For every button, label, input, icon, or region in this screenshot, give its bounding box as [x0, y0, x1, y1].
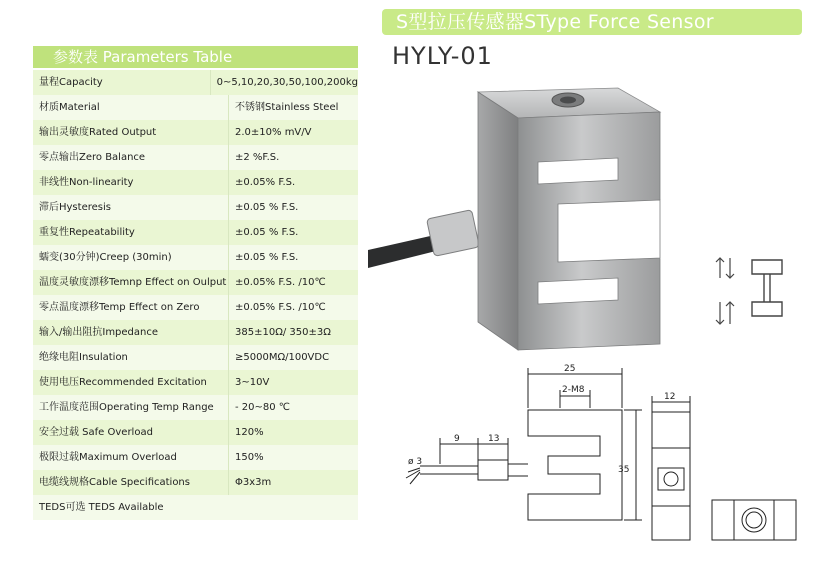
cable-gland-shape: [427, 210, 480, 257]
row-value: ±0.05% F.S. /10℃: [235, 277, 326, 288]
row-label: 非线性Non-linearity: [33, 170, 229, 195]
table-row: [33, 420, 358, 445]
dim-width: 25: [564, 364, 576, 374]
row-value: - 20~80 ℃: [235, 402, 291, 413]
parameters-table: [33, 46, 358, 520]
row-value: 2.0±10% mV/V: [235, 127, 312, 138]
table-row: [33, 195, 358, 220]
row-value: 120%: [235, 427, 264, 438]
row-label: TEDS可选 TEDS Available: [39, 502, 164, 513]
table-row: [33, 320, 358, 345]
row-value: 不锈钢Stainless Steel: [235, 102, 339, 113]
dimension-drawing: [380, 360, 640, 560]
row-value: ≥5000MΩ/100VDC: [235, 352, 330, 363]
row-label: 电缆线规格Cable Specifications: [33, 470, 229, 495]
row-value: ±0.05 % F.S.: [235, 227, 299, 238]
row-label: 蠕变(30分钟)Creep (30min): [33, 245, 229, 270]
row-label: 输出灵敏度Rated Output: [33, 120, 229, 145]
row-value: 0~5,10,20,30,50,100,200kg: [216, 77, 358, 88]
table-row: [33, 120, 358, 145]
row-label: 量程Capacity: [33, 70, 211, 95]
row-label: 零点温度漂移Temp Effect on Zero: [33, 295, 229, 320]
table-row: [33, 495, 358, 520]
table-row: [33, 95, 358, 120]
row-label: 温度灵敏度漂移Temnp Effect on Oulput: [33, 270, 229, 295]
row-value: 3~10V: [235, 377, 270, 388]
row-value: 385±10Ω/ 350±3Ω: [235, 327, 331, 338]
side-view-drawing: [640, 390, 710, 550]
table-row: [33, 470, 358, 495]
row-label: 重复性Repeatability: [33, 220, 229, 245]
dim-depth: 12: [664, 392, 676, 402]
table-rows: [33, 70, 358, 520]
dim-height: 35: [618, 465, 630, 475]
table-row: [33, 245, 358, 270]
product-title: S型拉压传感器SType Force Sensor: [382, 9, 802, 35]
sensor-photo: [368, 72, 668, 357]
tension-compression-icon: [712, 252, 802, 332]
row-value: ±0.05 % F.S.: [235, 252, 299, 263]
table-row: [33, 220, 358, 245]
table-row: [33, 445, 358, 470]
row-label: 输入/输出阻抗Impedance: [33, 320, 229, 345]
row-value: Φ3x3m: [235, 477, 272, 488]
row-label: 安全过载 Safe Overload: [33, 420, 229, 445]
table-row: [33, 395, 358, 420]
top-view-drawing: [708, 490, 808, 550]
row-label: 绝缘电阻Insulation: [33, 345, 229, 370]
row-label: 极限过载Maximum Overload: [33, 445, 229, 470]
dim-gland: 13: [488, 434, 500, 444]
table-row: [33, 345, 358, 370]
row-label: 零点输出Zero Balance: [33, 145, 229, 170]
row-value: ±0.05 % F.S.: [235, 202, 299, 213]
row-value: 150%: [235, 452, 264, 463]
sensor-body-shape: [518, 112, 660, 350]
table-row: [33, 170, 358, 195]
table-row: [33, 70, 358, 95]
row-label: 材质Material: [33, 95, 229, 120]
dim-cable-length: 9: [454, 434, 460, 444]
dim-thread: 2-M8: [562, 385, 585, 395]
row-value: ±0.05% F.S. /10℃: [235, 302, 326, 313]
table-row: [33, 370, 358, 395]
table-header: 参数表 Parameters Table: [33, 46, 358, 68]
row-value: ±2 %F.S.: [235, 152, 280, 163]
dim-cable-diameter: ø 3: [408, 457, 423, 467]
row-label: 滞后Hysteresis: [33, 195, 229, 220]
table-row: [33, 270, 358, 295]
table-row: [33, 145, 358, 170]
table-row: [33, 295, 358, 320]
row-label: 工作温度范围Operating Temp Range: [33, 395, 229, 420]
row-value: ±0.05% F.S.: [235, 177, 296, 188]
model-name: HYLY-01: [392, 42, 493, 70]
row-label: 使用电压Recommended Excitation: [33, 370, 229, 395]
